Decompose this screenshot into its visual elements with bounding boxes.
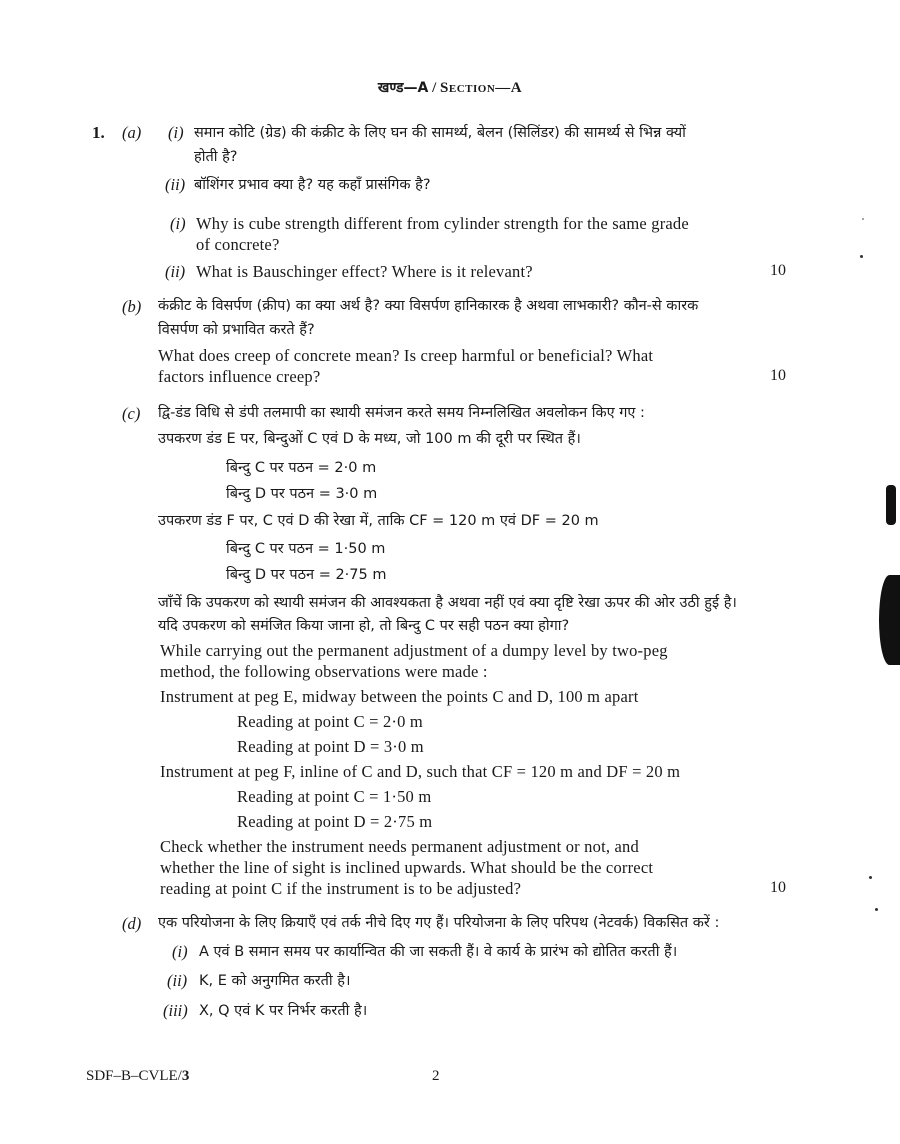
part-c-en-reading-2: Reading at point D = 3·0 m: [237, 737, 424, 756]
part-c-en-reading-3: Reading at point C = 1·50 m: [237, 787, 432, 806]
part-b-en-line2: factors influence creep?: [158, 367, 321, 386]
part-a-label: (a): [122, 123, 142, 142]
part-a-en-ii-text: What is Bauschinger effect? Where is it relevant?: [196, 262, 533, 281]
scan-artifact-dot-1: [860, 255, 863, 258]
part-a-hi-i-label: (i): [168, 123, 184, 142]
paper-code-text: SDF–B–CVLE/: [86, 1068, 182, 1084]
part-a-marks: 10: [770, 262, 786, 279]
part-c-hi-line2: उपकरण डंड E पर, बिन्दुओं C एवं D के मध्य, जो 100 m की दूरी पर स्थित हैं।: [158, 431, 581, 447]
part-a-hi-i-line2: होती है?: [194, 149, 238, 165]
part-d-label: (d): [122, 914, 142, 933]
section-title-hindi: खण्ड—A: [377, 80, 429, 96]
part-d-i-label: (i): [172, 942, 188, 961]
part-c-en-reading-1: Reading at point C = 2·0 m: [237, 712, 423, 731]
part-d-hi-line1: एक परियोजना के लिए क्रियाएँ एवं तर्क नीचे दिए गए हैं। परियोजना के लिए परिपथ (नेटवर्क) विकसित करें :: [158, 915, 720, 931]
part-b-en-line1: What does creep of concrete mean? Is creep harmful or beneficial? What: [158, 346, 654, 365]
scan-artifact-dot-4: [862, 218, 864, 220]
part-c-en-line2: method, the following observations were made :: [160, 662, 488, 681]
part-a-hi-ii-label: (ii): [165, 175, 186, 194]
part-a-en-i-label: (i): [170, 214, 186, 233]
part-a-en-i-line2: of concrete?: [196, 235, 280, 254]
part-b-marks: 10: [770, 367, 786, 384]
part-c-hi-reading-2: बिन्दु D पर पठन = 3·0 m: [226, 486, 378, 502]
section-title: [0, 78, 900, 97]
paper-code: [86, 1068, 189, 1085]
scan-artifact-mark: [886, 485, 896, 525]
part-c-hi-reading-3: बिन्दु C पर पठन = 1·50 m: [226, 541, 386, 557]
part-c-hi-reading-4: बिन्दु D पर पठन = 2·75 m: [226, 567, 387, 583]
part-c-en-line3: Instrument at peg E, midway between the points C and D, 100 m apart: [160, 687, 639, 706]
part-b-hi-line2: विसर्पण को प्रभावित करते हैं?: [158, 322, 315, 338]
part-c-hi-line1: द्वि-डंड विधि से डंपी तलमापी का स्थायी समंजन करते समय निम्नलिखित अवलोकन किए गए :: [158, 405, 645, 421]
part-c-en-line7: reading at point C if the instrument is to be adjusted?: [160, 879, 522, 898]
part-c-marks: 10: [770, 879, 786, 896]
part-b-hi-line1: कंक्रीट के विसर्पण (क्रीप) का क्या अर्थ है? क्या विसर्पण हानिकारक है अथवा लाभकारी? कौन-से कारक: [158, 298, 699, 314]
part-d-iii-label: (iii): [163, 1001, 188, 1020]
part-c-label: (c): [122, 404, 141, 423]
part-d-iii-text: X, Q एवं K पर निर्भर करती है।: [199, 1003, 368, 1019]
paper-code-number: 3: [181, 1068, 190, 1084]
section-title-english: Section—A: [440, 80, 523, 96]
part-c-hi-line5: यदि उपकरण को समंजित किया जाना हो, तो बिन्दु C पर सही पठन क्या होगा?: [158, 618, 570, 634]
part-c-hi-reading-1: बिन्दु C पर पठन = 2·0 m: [226, 460, 377, 476]
part-c-hi-line3: उपकरण डंड F पर, C एवं D की रेखा में, ताकि CF = 120 m एवं DF = 20 m: [158, 513, 599, 529]
question-number: 1.: [92, 123, 105, 142]
part-a-hi-i-line1: समान कोटि (ग्रेड) की कंक्रीट के लिए घन की सामर्थ्य, बेलन (सिलिंडर) की सामर्थ्य से भिन्न क्यों: [194, 125, 686, 141]
part-c-hi-line4: जाँचें कि उपकरण को स्थायी समंजन की आवश्यकता है अथवा नहीं एवं क्या दृष्टि रेखा ऊपर की ओर उठी हुई है।: [158, 595, 737, 611]
part-c-en-line6: whether the line of sight is inclined upwards. What should be the correct: [160, 858, 654, 877]
part-d-ii-label: (ii): [167, 971, 188, 990]
part-c-en-reading-4: Reading at point D = 2·75 m: [237, 812, 433, 831]
part-a-hi-ii-text: बॉशिंगर प्रभाव क्या है? यह कहाँ प्रासंगिक है?: [194, 177, 431, 193]
section-title-separator: /: [432, 80, 437, 96]
scan-artifact-dot-3: [875, 908, 878, 911]
page-number: 2: [432, 1068, 440, 1084]
part-a-en-i-line1: Why is cube strength different from cylinder strength for the same grade: [196, 214, 689, 233]
scan-artifact-dot-2: [869, 876, 872, 879]
part-b-label: (b): [122, 297, 142, 316]
part-c-en-line5: Check whether the instrument needs permanent adjustment or not, and: [160, 837, 639, 856]
part-d-ii-text: K, E को अनुगमित करती है।: [199, 973, 351, 989]
part-a-en-ii-label: (ii): [165, 262, 186, 281]
part-d-i-text: A एवं B समान समय पर कार्यान्वित की जा सकती हैं। वे कार्य के प्रारंभ को द्योतित करती हैं।: [199, 944, 678, 960]
part-c-en-line4: Instrument at peg F, inline of C and D, such that CF = 120 m and DF = 20 m: [160, 762, 681, 781]
part-c-en-line1: While carrying out the permanent adjustment of a dumpy level by two-peg: [160, 641, 668, 660]
scan-artifact-blot: [879, 575, 900, 665]
